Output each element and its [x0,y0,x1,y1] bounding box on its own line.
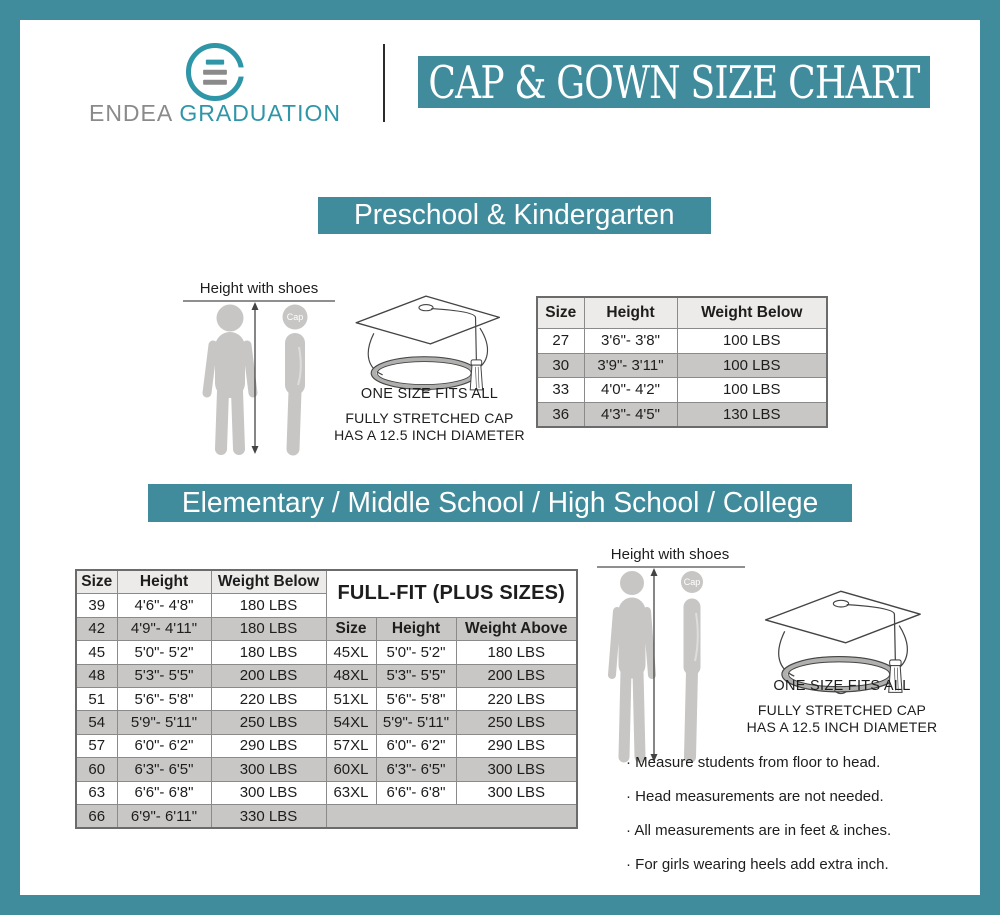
column-header-height-xl: Height [376,617,456,640]
column-header-weight: Weight Below [211,570,326,594]
cell-height: 6'3"- 6'5" [117,758,211,781]
cell-weight: 250 LBS [211,711,326,734]
table-row [76,711,577,734]
cell-weight-xl: 290 LBS [456,734,577,757]
cell-height-xl: 5'9"- 5'11" [376,711,456,734]
cell-weight-xl: 300 LBS [456,781,577,804]
graduation-cap-illustration [342,282,510,397]
page-title: CAP & GOWN SIZE CHART [428,56,920,108]
adult-silhouette-side [681,571,703,757]
cell-size: 30 [537,353,584,378]
table-row [537,378,827,403]
column-header-size: Size [76,570,117,594]
brand-name-secondary: GRADUATION [179,100,341,126]
school-cap-note [736,678,948,736]
cell-weight-xl: 200 LBS [456,664,577,687]
cell-size-xl: 60XL [326,758,376,781]
preschool-cap-note [322,386,537,444]
school-section-title: Elementary / Middle School / High School / College [181,486,819,519]
note-item: · For girls wearing heels add extra inch. [626,856,956,873]
table-row [76,617,577,640]
table-header-row [537,297,827,329]
cell-height: 4'3"- 4'5" [584,402,677,427]
cell-height: 5'9"- 5'11" [117,711,211,734]
brand-name-primary: ENDEA [88,100,172,126]
school-size-table [75,569,578,829]
cap-text-label: Cap [286,312,304,322]
cell-weight: 180 LBS [211,594,326,617]
cell-size: 51 [76,687,117,710]
cell-size: 48 [76,664,117,687]
brand-name [65,100,365,127]
preschool-section-title: Preschool & Kindergarten [354,199,675,231]
adult-silhouette-front [612,571,652,757]
cap-text-label: Cap [683,577,701,587]
plus-sizes-table-title: FULL-FIT (PLUS SIZES) [326,570,577,617]
one-size-text: ONE SIZE FITS ALL [773,678,911,694]
cell-height-xl: 6'6"- 6'8" [376,781,456,804]
table-row [76,781,577,804]
cell-weight: 330 LBS [211,804,326,828]
note-item: · Measure students from floor to head. [626,754,956,771]
school-section-banner [148,484,852,522]
column-header-size: Size [537,297,584,329]
table-row [76,734,577,757]
cell-height: 3'6"- 3'8" [584,329,677,354]
cell-weight: 100 LBS [677,329,827,354]
cell-weight: 100 LBS [677,353,827,378]
cell-size: 66 [76,804,117,828]
cell-size: 27 [537,329,584,354]
cell-size: 45 [76,641,117,664]
column-header-height: Height [117,570,211,594]
brand-logo-icon [183,40,247,104]
cell-weight: 300 LBS [211,758,326,781]
cell-weight: 100 LBS [677,378,827,403]
note-item: · All measurements are in feet & inches. [626,822,956,839]
cell-size: 60 [76,758,117,781]
preschool-section-banner [318,197,711,234]
school-height-label: Height with shoes [610,546,730,563]
cell-size-xl: 45XL [326,641,376,664]
cell-size-xl: 63XL [326,781,376,804]
cell-size-xl: 57XL [326,734,376,757]
column-header-weight-above: Weight Above [456,617,577,640]
diameter-text: HAS A 12.5 INCH DIAMETER [334,427,525,443]
cell-height: 6'9"- 6'11" [117,804,211,828]
cell-size: 33 [537,378,584,403]
cell-height-xl: 6'3"- 6'5" [376,758,456,781]
cell-size: 57 [76,734,117,757]
empty-cell [326,804,577,828]
cell-height: 4'0"- 4'2" [584,378,677,403]
cell-weight: 180 LBS [211,641,326,664]
column-header-height: Height [584,297,677,329]
cell-height: 4'9"- 4'11" [117,617,211,640]
cell-size: 63 [76,781,117,804]
child-silhouettes-figure [183,301,335,457]
header-divider [383,44,385,122]
preschool-height-label: Height with shoes [199,280,319,297]
cell-weight: 300 LBS [211,781,326,804]
note-item: · Head measurements are not needed. [626,788,956,805]
cell-weight-xl: 300 LBS [456,758,577,781]
adult-silhouettes-figure [597,567,745,765]
cell-size: 42 [76,617,117,640]
stretched-cap-text: FULLY STRETCHED CAP [757,702,927,718]
cell-height-xl: 6'0"- 6'2" [376,734,456,757]
cell-size-xl: 54XL [326,711,376,734]
cell-height-xl: 5'0"- 5'2" [376,641,456,664]
diameter-text: HAS A 12.5 INCH DIAMETER [746,719,938,735]
cell-size: 39 [76,594,117,617]
cell-height-xl: 5'6"- 5'8" [376,687,456,710]
measurement-notes [626,754,956,890]
table-row [537,329,827,354]
cell-weight-xl: 180 LBS [456,641,577,664]
cell-weight: 180 LBS [211,617,326,640]
column-header-size-xl: Size [326,617,376,640]
cell-weight: 290 LBS [211,734,326,757]
cell-weight: 130 LBS [677,402,827,427]
cell-size-xl: 48XL [326,664,376,687]
cell-size-xl: 51XL [326,687,376,710]
table-row [76,687,577,710]
column-header-weight: Weight Below [677,297,827,329]
one-size-text: ONE SIZE FITS ALL [360,386,499,402]
child-silhouette-side [283,305,308,450]
cell-height: 5'0"- 5'2" [117,641,211,664]
table-row [76,641,577,664]
table-row [76,804,577,828]
preschool-size-table [536,296,828,428]
cell-height: 3'9"- 3'11" [584,353,677,378]
stretched-cap-text: FULLY STRETCHED CAP [345,410,514,426]
cell-height: 6'6"- 6'8" [117,781,211,804]
page-title-banner [418,56,930,108]
cell-weight: 200 LBS [211,664,326,687]
table-row [76,758,577,781]
table-header-row [76,570,577,594]
table-row [76,664,577,687]
cell-height: 6'0"- 6'2" [117,734,211,757]
cell-height: 5'3"- 5'5" [117,664,211,687]
cell-weight: 220 LBS [211,687,326,710]
child-silhouette-front [207,305,253,450]
cell-height: 5'6"- 5'8" [117,687,211,710]
table-row [537,353,827,378]
cell-height: 4'6"- 4'8" [117,594,211,617]
cell-size: 54 [76,711,117,734]
cell-weight-xl: 220 LBS [456,687,577,710]
cell-weight-xl: 250 LBS [456,711,577,734]
cell-height-xl: 5'3"- 5'5" [376,664,456,687]
cell-size: 36 [537,402,584,427]
table-row [537,402,827,427]
